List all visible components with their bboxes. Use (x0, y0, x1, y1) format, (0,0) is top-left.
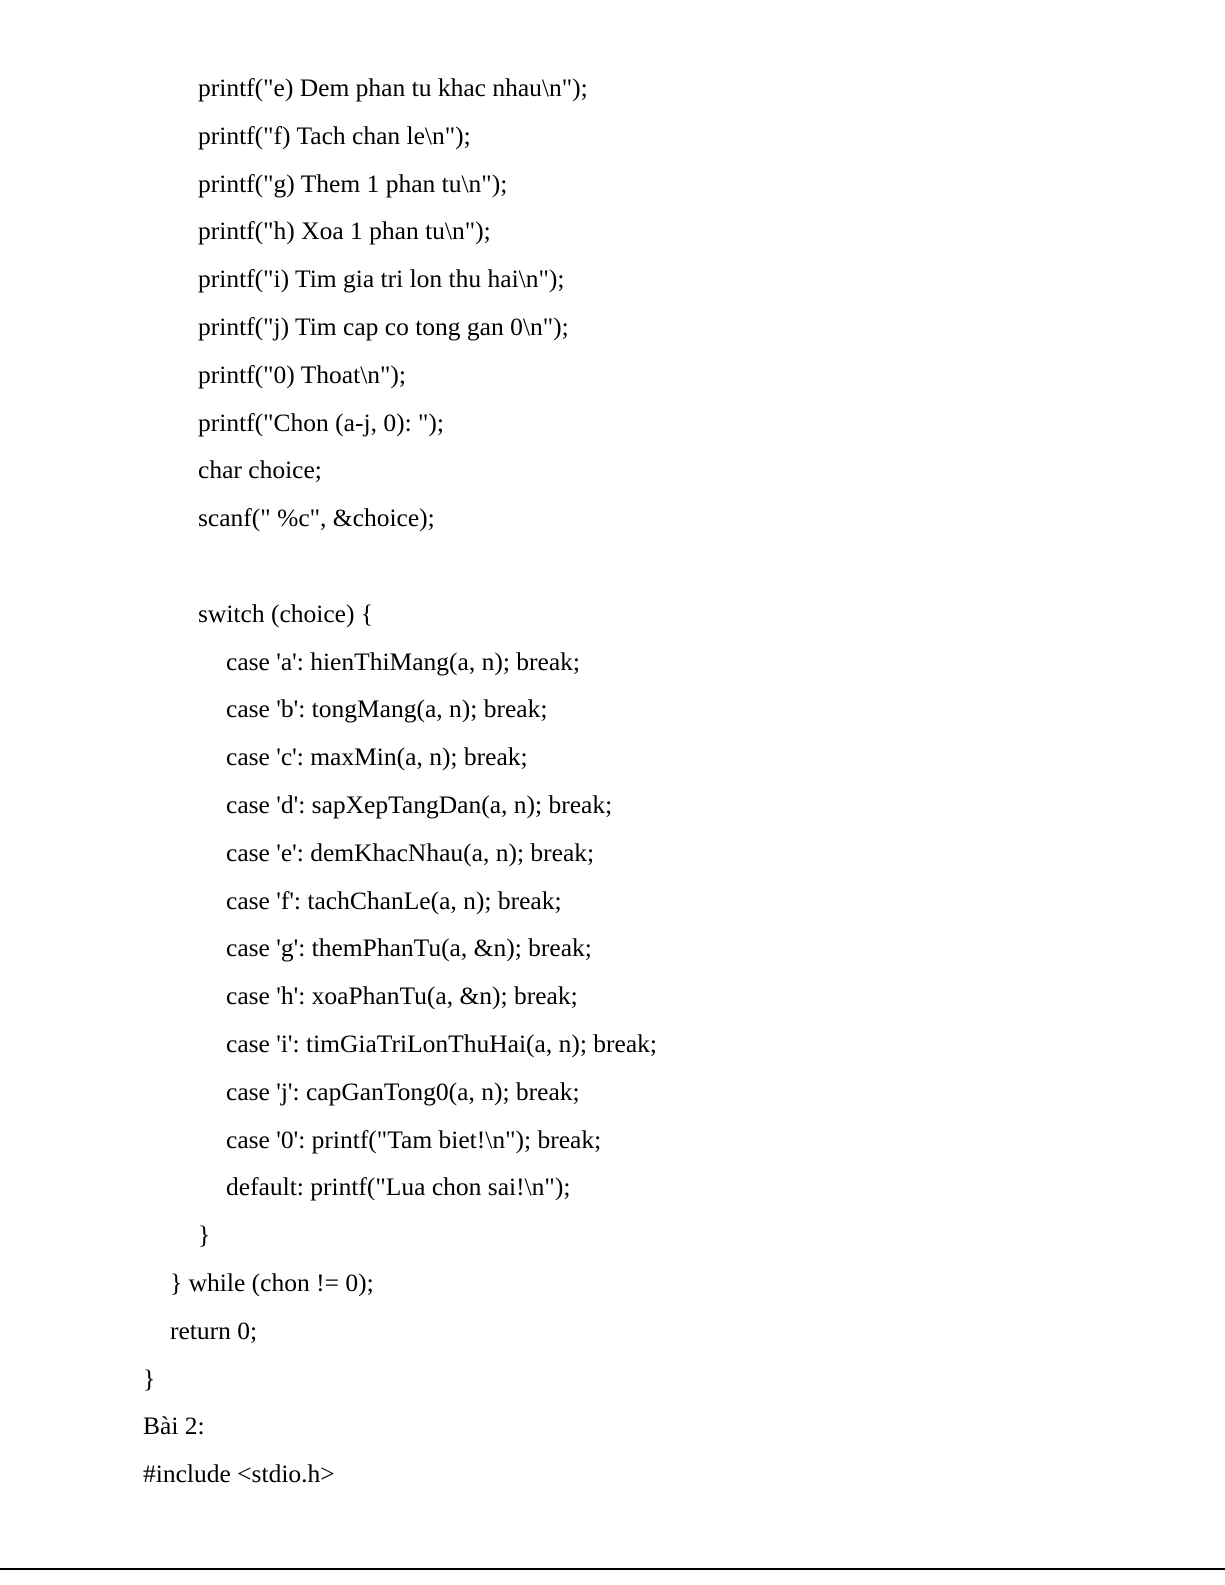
code-line: Bài 2: (143, 1411, 205, 1441)
code-line: case 'h': xoaPhanTu(a, &n); break; (226, 981, 578, 1011)
code-line: case 'g': themPhanTu(a, &n); break; (226, 933, 592, 963)
code-line: scanf(" %c", &choice); (198, 503, 435, 533)
code-line: case '0': printf("Tam biet!\n"); break; (226, 1124, 602, 1154)
code-line: case 'd': sapXepTangDan(a, n); break; (226, 789, 613, 819)
code-line: printf("j) Tim cap co tong gan 0\n"); (198, 311, 569, 341)
code-line: case 'i': timGiaTriLonThuHai(a, n); break; (226, 1028, 658, 1058)
code-line: printf("i) Tim gia tri lon thu hai\n"); (198, 264, 565, 294)
code-listing (0, 64, 1225, 1498)
code-line: } while (chon != 0); (170, 1267, 374, 1297)
code-line: case 'b': tongMang(a, n); break; (226, 694, 548, 724)
code-line: case 'e': demKhacNhau(a, n); break; (226, 837, 595, 867)
code-line: return 0; (170, 1315, 258, 1345)
code-line: switch (choice) { (198, 598, 374, 628)
code-line: case 'j': capGanTong0(a, n); break; (226, 1076, 580, 1106)
code-line: case 'c': maxMin(a, n); break; (226, 742, 528, 772)
code-line: } (143, 1363, 156, 1393)
code-line: printf("0) Thoat\n"); (198, 359, 407, 389)
code-line: case 'f': tachChanLe(a, n); break; (226, 885, 562, 915)
code-line: printf("f) Tach chan le\n"); (198, 120, 471, 150)
code-line: #include <stdio.h> (143, 1459, 335, 1489)
page-bottom-border (0, 1568, 1225, 1570)
code-line: printf("Chon (a-j, 0): "); (198, 407, 445, 437)
code-line: default: printf("Lua chon sai!\n"); (226, 1172, 571, 1202)
code-line: char choice; (198, 455, 322, 485)
code-line: case 'a': hienThiMang(a, n); break; (226, 646, 580, 676)
code-line: printf("e) Dem phan tu khac nhau\n"); (198, 73, 588, 102)
code-line (0, 542, 1225, 590)
code-line: printf("g) Them 1 phan tu\n"); (198, 168, 508, 198)
code-line: printf("h) Xoa 1 phan tu\n"); (198, 216, 491, 246)
code-line: } (198, 1220, 211, 1250)
